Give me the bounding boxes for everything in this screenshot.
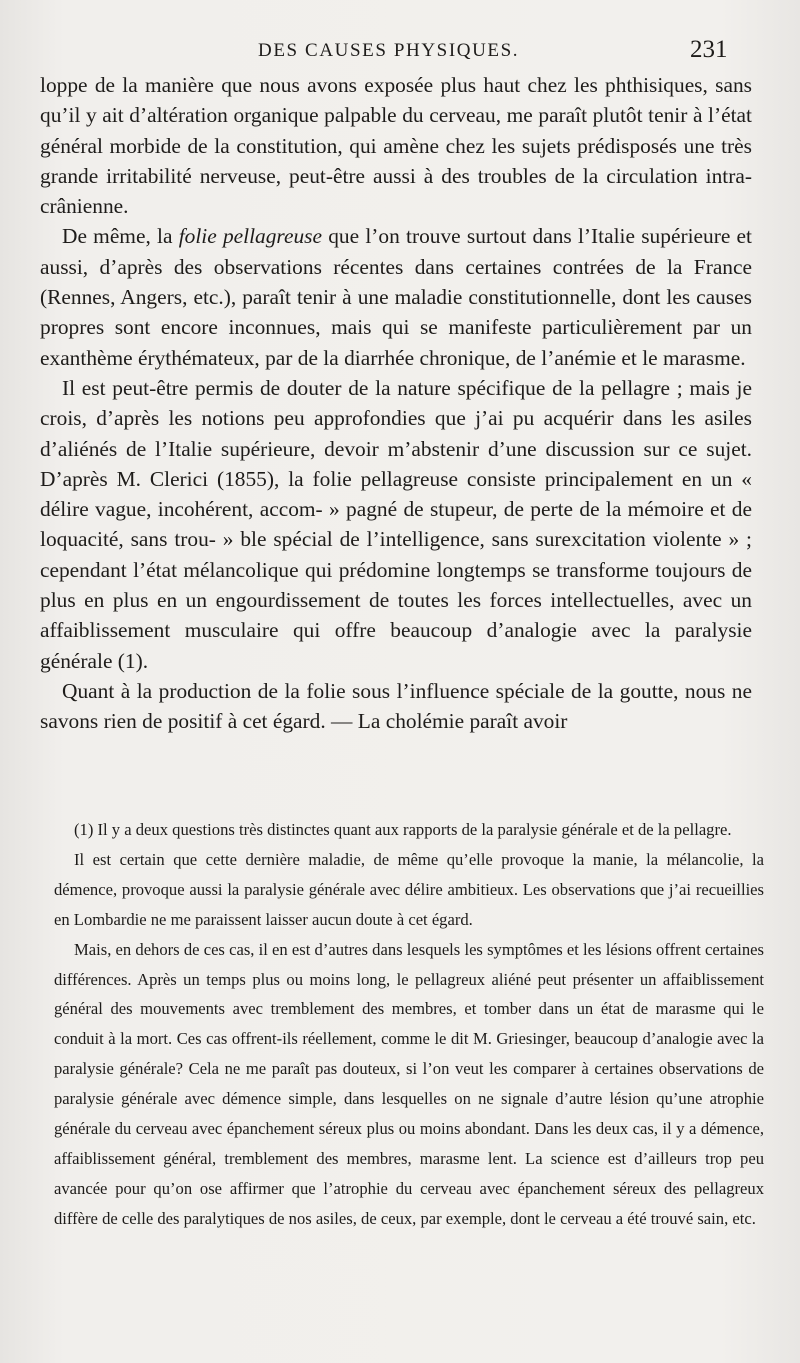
- page-number: 231: [690, 36, 728, 63]
- footnote-1: (1) Il y a deux questions très distinctes quant aux rapports de la paralysie générale et de la pellagre.: [74, 820, 732, 839]
- paragraph-4: Quant à la production de la folie sous l’influence spéciale de la goutte, nous ne savons rien de positif à cet égard. — La cholémie paraît avoir: [40, 678, 752, 734]
- italic-term: folie pellagreuse: [178, 224, 322, 249]
- footnote-paragraph-2: Il est certain que cette dernière maladie, de même qu’elle provoque la manie, la mélancolie, la démence, provoque aussi la paralysie générale avec délire ambitieux. Les observations que j’ai recueillies en Lombardie ne me paraissent laisser aucun doute à cet égard.: [54, 849, 764, 929]
- running-head-title: DES CAUSES PHYSIQUES.: [258, 40, 520, 61]
- paragraph-3: Il est peut-être permis de douter de la nature spécifique de la pellagre ; mais je crois, d’après les notions peu approfondies que j’ai pu acquérir dans les asiles d’aliénés de l’Italie supérieure, devoir m’abstenir d’une discussion sur ce sujet. D’après M. Clerici (1855), la folie pellagreuse consiste principalement en un « délire vague, incohérent, accom- » pagné de stupeur, de perte de la mémoire et de loquacité, sans trou- » ble spécial de l’intelligence, sans surexcitation violente » ; cependant l’état mélancolique qui prédomine longtemps se transforme toujours de plus en plus en un engourdissement de toutes les forces intellectuelles, avec un affaiblissement musculaire qui offre beaucoup d’analogie avec la paralysie générale (1).: [40, 375, 752, 673]
- paragraph-2: [40, 221, 752, 372]
- paragraph-2-start: De même, la: [62, 224, 179, 249]
- footnote-paragraph-3: Mais, en dehors de ces cas, il en est d’autres dans lesquels les symptômes et les lésions offrent certaines différences. Après un temps plus ou moins long, le pellagreux aliéné peut présenter un affaiblissement général des mouvements avec tremblement des membres, et tomber dans un état de marasme qui le conduit à la mort. Ces cas offrent-ils réellement, comme le dit M. Griesinger, beaucoup d’analogie avec la paralysie générale? Cela ne me paraît pas douteux, si l’on veut les comparer à certaines observations de paralysie générale avec démence simple, dans lesquelles on ne signale d’autre lésion qu’une atrophie générale du cerveau avec épanchement séreux plus ou moins abondant. Dans les deux cas, il y a démence, affaiblissement général, tremblement des membres, marasme lent. La science est d’ailleurs trop peu avancée pour qu’on ose affirmer que l’atrophie du cerveau avec épanchement séreux des pellagreux diffère de celle des paralytiques de nos asiles, de ceux, par exemple, dont le cerveau a été trouvé sain, etc.: [54, 939, 764, 1228]
- running-head: [0, 36, 800, 70]
- paragraph-2-rest: que l’on trouve surtout dans l’Italie supérieure et aussi, d’après des observations récentes dans certaines contrées de la France (Rennes, Angers, etc.), paraît tenir à une maladie constitutionnelle, dont les causes propres sont encore inconnues, mais qui se manifeste particulièrement par un exanthème érythémateux, par de la diarrhée chronique, de l’anémie et le marasme.: [40, 224, 752, 370]
- footnotes: [54, 815, 764, 1234]
- main-text: [40, 70, 752, 737]
- paragraph-1: loppe de la manière que nous avons exposée plus haut chez les phthisiques, sans qu’il y ait d’altération organique palpable du cerveau, me paraît plutôt tenir à l’état général morbide de la constitution, qui amène chez les sujets prédisposés une très grande irritabilité nerveuse, peut-être aussi à des troubles de la circulation intra-crânienne.: [40, 73, 752, 219]
